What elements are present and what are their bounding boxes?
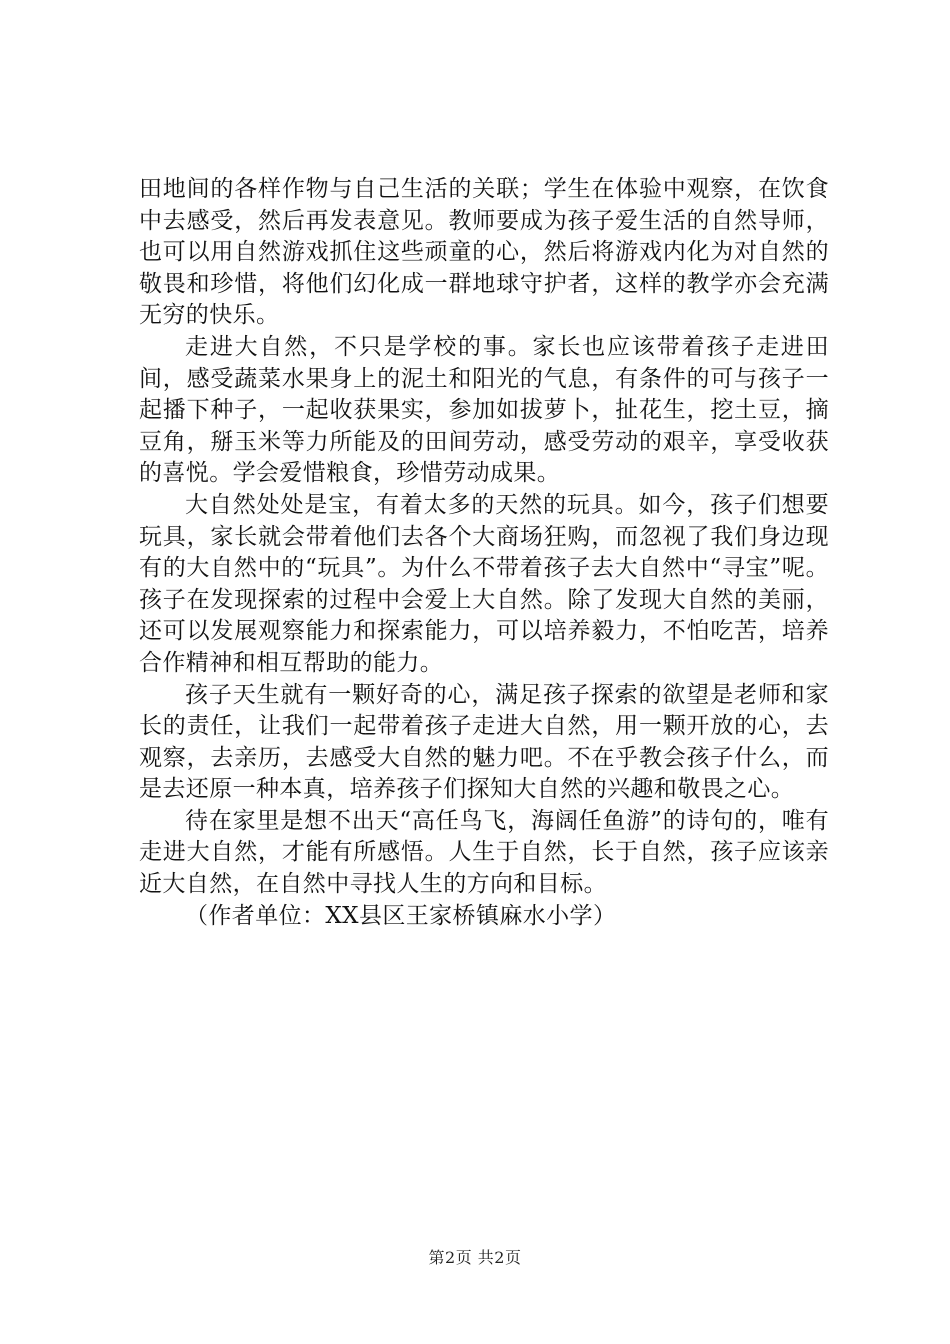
author-affiliation: （作者单位：XX县区王家桥镇麻水小学）	[185, 902, 617, 929]
paragraph-1: 田地间的各样作物与自己生活的关联；学生在体验中观察，在饮食中去感受，然后再发表意见。教师要成为孩子爱生活的自然导师，也可以用自然游戏抓住这些顽童的心，然后将游戏内化为对自然的敬畏和珍惜，将他们幻化成一群地球守护者，这样的教学亦会充满无穷的快乐。	[139, 176, 829, 329]
page-number-label: 第2页 共2页	[428, 1248, 522, 1267]
paragraph-3: 大自然处处是宝，有着太多的天然的玩具。如今，孩子们想要玩具，家长就会带着他们去各个大商场狂购，而忽视了我们身边现有的大自然中的“玩具”。为什么不带着孩子去大自然中“寻宝”呢。孩子在发现探索的过程中会爱上大自然。除了发现大自然的美丽，还可以发展观察能力和探索能力，可以培养毅力，不怕吃苦，培养合作精神和相互帮助的能力。	[139, 491, 829, 676]
paragraph-5: 待在家里是想不出天“高任鸟飞，海阔任鱼游”的诗句的，唯有走进大自然，才能有所感悟。人生于自然，长于自然，孩子应该亲近大自然，在自然中寻找人生的方向和目标。	[139, 807, 829, 898]
page-footer	[0, 1245, 950, 1268]
paragraph-2: 走进大自然，不只是学校的事。家长也应该带着孩子走进田间，感受蔬菜水果身上的泥土和阳光的气息，有条件的可与孩子一起播下种子，一起收获果实，参加如拔萝卜，扯花生，挖土豆，摘豆角，掰玉米等力所能及的田间劳动，感受劳动的艰辛，享受收获的喜悦。学会爱惜粮食，珍惜劳动成果。	[139, 333, 829, 487]
paragraph-4: 孩子天生就有一颗好奇的心，满足孩子探索的欲望是老师和家长的责任，让我们一起带着孩子走进大自然，用一颗开放的心，去观察，去亲历，去感受大自然的魅力吧。不在乎教会孩子什么，而是去还原一种本真，培养孩子们探知大自然的兴趣和敬畏之心。	[139, 681, 829, 803]
document-body	[139, 174, 829, 932]
